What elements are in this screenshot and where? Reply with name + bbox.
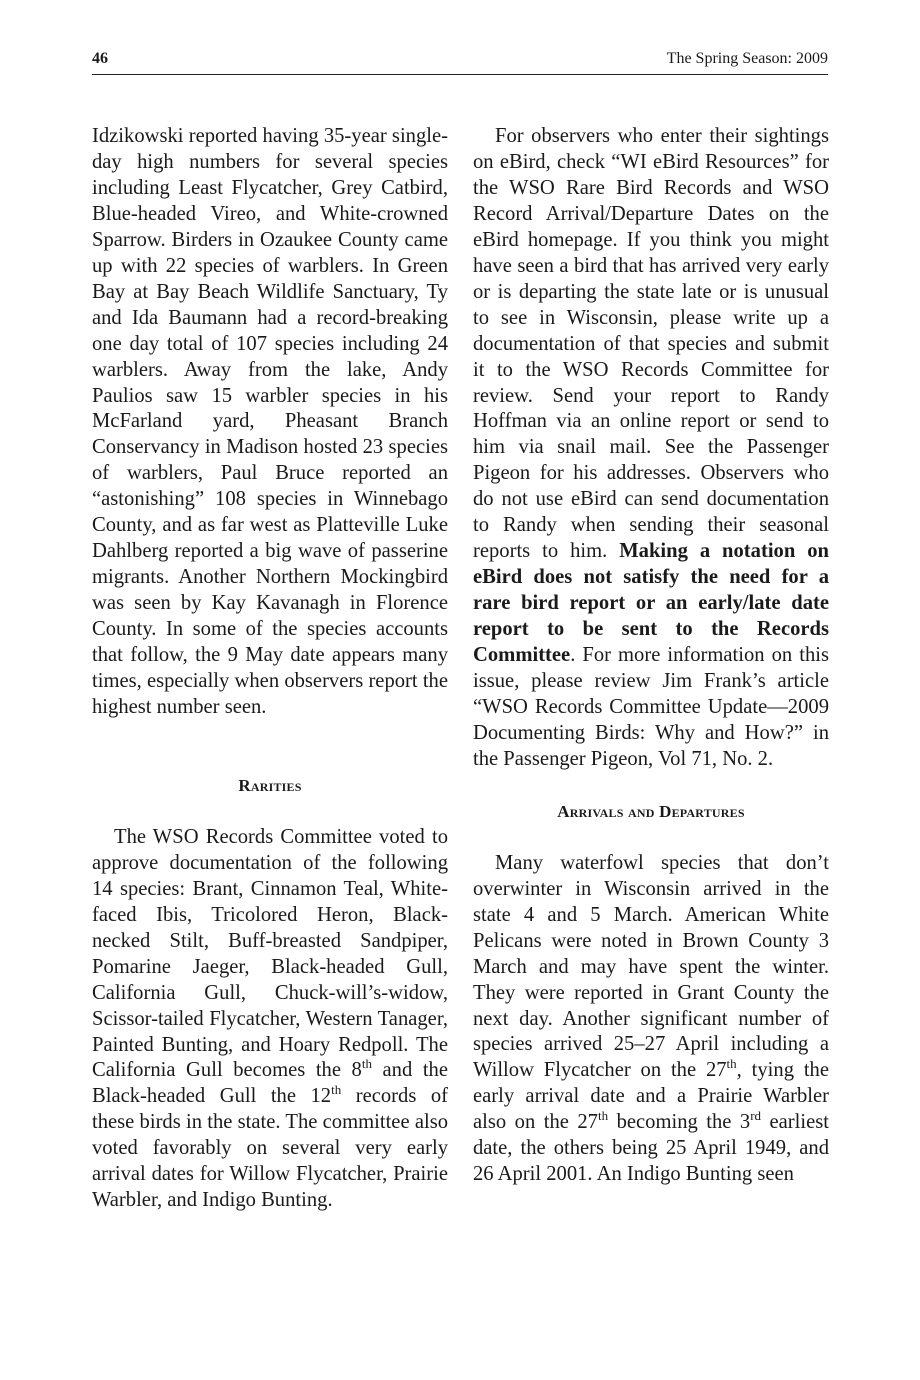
superscript-rd: rd [750, 1108, 762, 1124]
paragraph-birding-highlights: Idzikowski reported having 35-year single-day high numbers for several species including Least Flycatcher, Grey Catbird, Blue-headed Vireo, and White-crowned Sparrow. Birders in Ozaukee County came up with 22 species of warblers. In Green Bay at Bay Beach Wildlife Sanctuary, Ty and Ida Baumann had a record-breaking one day total of 107 species including 24 warblers. Away from the lake, Andy Paulios saw 15 warbler species in his McFarland yard, Pheasant Branch Conservancy in Madison hosted 23 species of warblers, Paul Bruce reported an “astonishing” 108 species in Winnebago County, and as far west as Platteville Luke Dahlberg reported a big wave of passerine migrants. Another Northern Mockingbird was seen by Kay Kavanagh in Florence County. In some of the species accounts that follow, the 9 May date appears many times, especially when observers report the highest number seen. [92, 125, 448, 718]
superscript-th-3: th [726, 1056, 737, 1072]
superscript-th-4: th [597, 1108, 609, 1124]
running-title: The Spring Season: 2009 [666, 50, 828, 67]
bold-notation-warning: Making a notation on eBird does not satisfy the need for a rare bird report or an early/late date report to be sent to the Records Committee [473, 540, 829, 667]
paragraph-rarities: The WSO Records Committee voted to approve documentation of the following 14 species: Brant, Cinnamon Teal, White-faced Ibis, Tricolored Heron, Black-necked Stilt, Buff-breasted Sandpiper, Pomarine Jaeger, Black-headed Gull, California Gull, Chuck-will’s-widow, Scissor-tailed Flycatcher, Western Tanager, Painted Bunting, and Hoary Redpoll. The California Gull becomes the 8th and the Black-headed Gull the 12th records of these birds in the state. The committee also voted favorably on several very early arrival dates for Willow Flycatcher, Prairie Warbler, and Indigo Bunting. [92, 825, 448, 1212]
page-number: 46 [92, 50, 108, 67]
superscript-th-1: th [361, 1056, 372, 1072]
right-column [473, 124, 829, 1188]
heading-arrivals-departures: Arrivals and Departures [557, 801, 745, 821]
paragraph-arrivals: Many waterfowl species that don’t overwinter in Wisconsin arrived in the state 4 and 5 March. American White Pelicans were noted in Brown County 3 March and may have spent the winter. They were reported in Grant County the next day. Another significant number of species arrived 25–27 April including a Willow Flycatcher on the 27th, tying the early arrival date and a Prairie Warbler also on the 27th becoming the 3rd earliest date, the others being 25 April 1949, and 26 April 2001. An Indigo Bunting seen [473, 851, 829, 1186]
heading-rarities: Rarities [238, 775, 302, 795]
paragraph-ebird-instructions: For observers who enter their sightings on eBird, check “WI eBird Resources” for the WSO Rare Bird Records and WSO Record Arrival/Departure Dates on the eBird homepage. If you think you might have seen a bird that has arrived very early or is departing the state late or is unusual to see in Wisconsin, please write up a documentation of that species and submit it to the WSO Records Committee for review. Send your report to Randy Hoffman via an online report or send to him via snail mail. See the Passenger Pigeon for his addresses. Observers who do not use eBird can send documentation to Randy when sending their seasonal reports to him. Making a notation on eBird does not satisfy the need for a rare bird report or an early/late date report to be sent to the Records Committee. For more information on this issue, please review Jim Frank’s article “WSO Records Committee Update—2009 Documenting Birds: Why and How?” in the Passenger Pigeon, Vol 71, No. 2. [473, 125, 829, 770]
left-column [92, 124, 448, 1214]
running-header [92, 50, 828, 75]
superscript-th-2: th [331, 1082, 342, 1098]
